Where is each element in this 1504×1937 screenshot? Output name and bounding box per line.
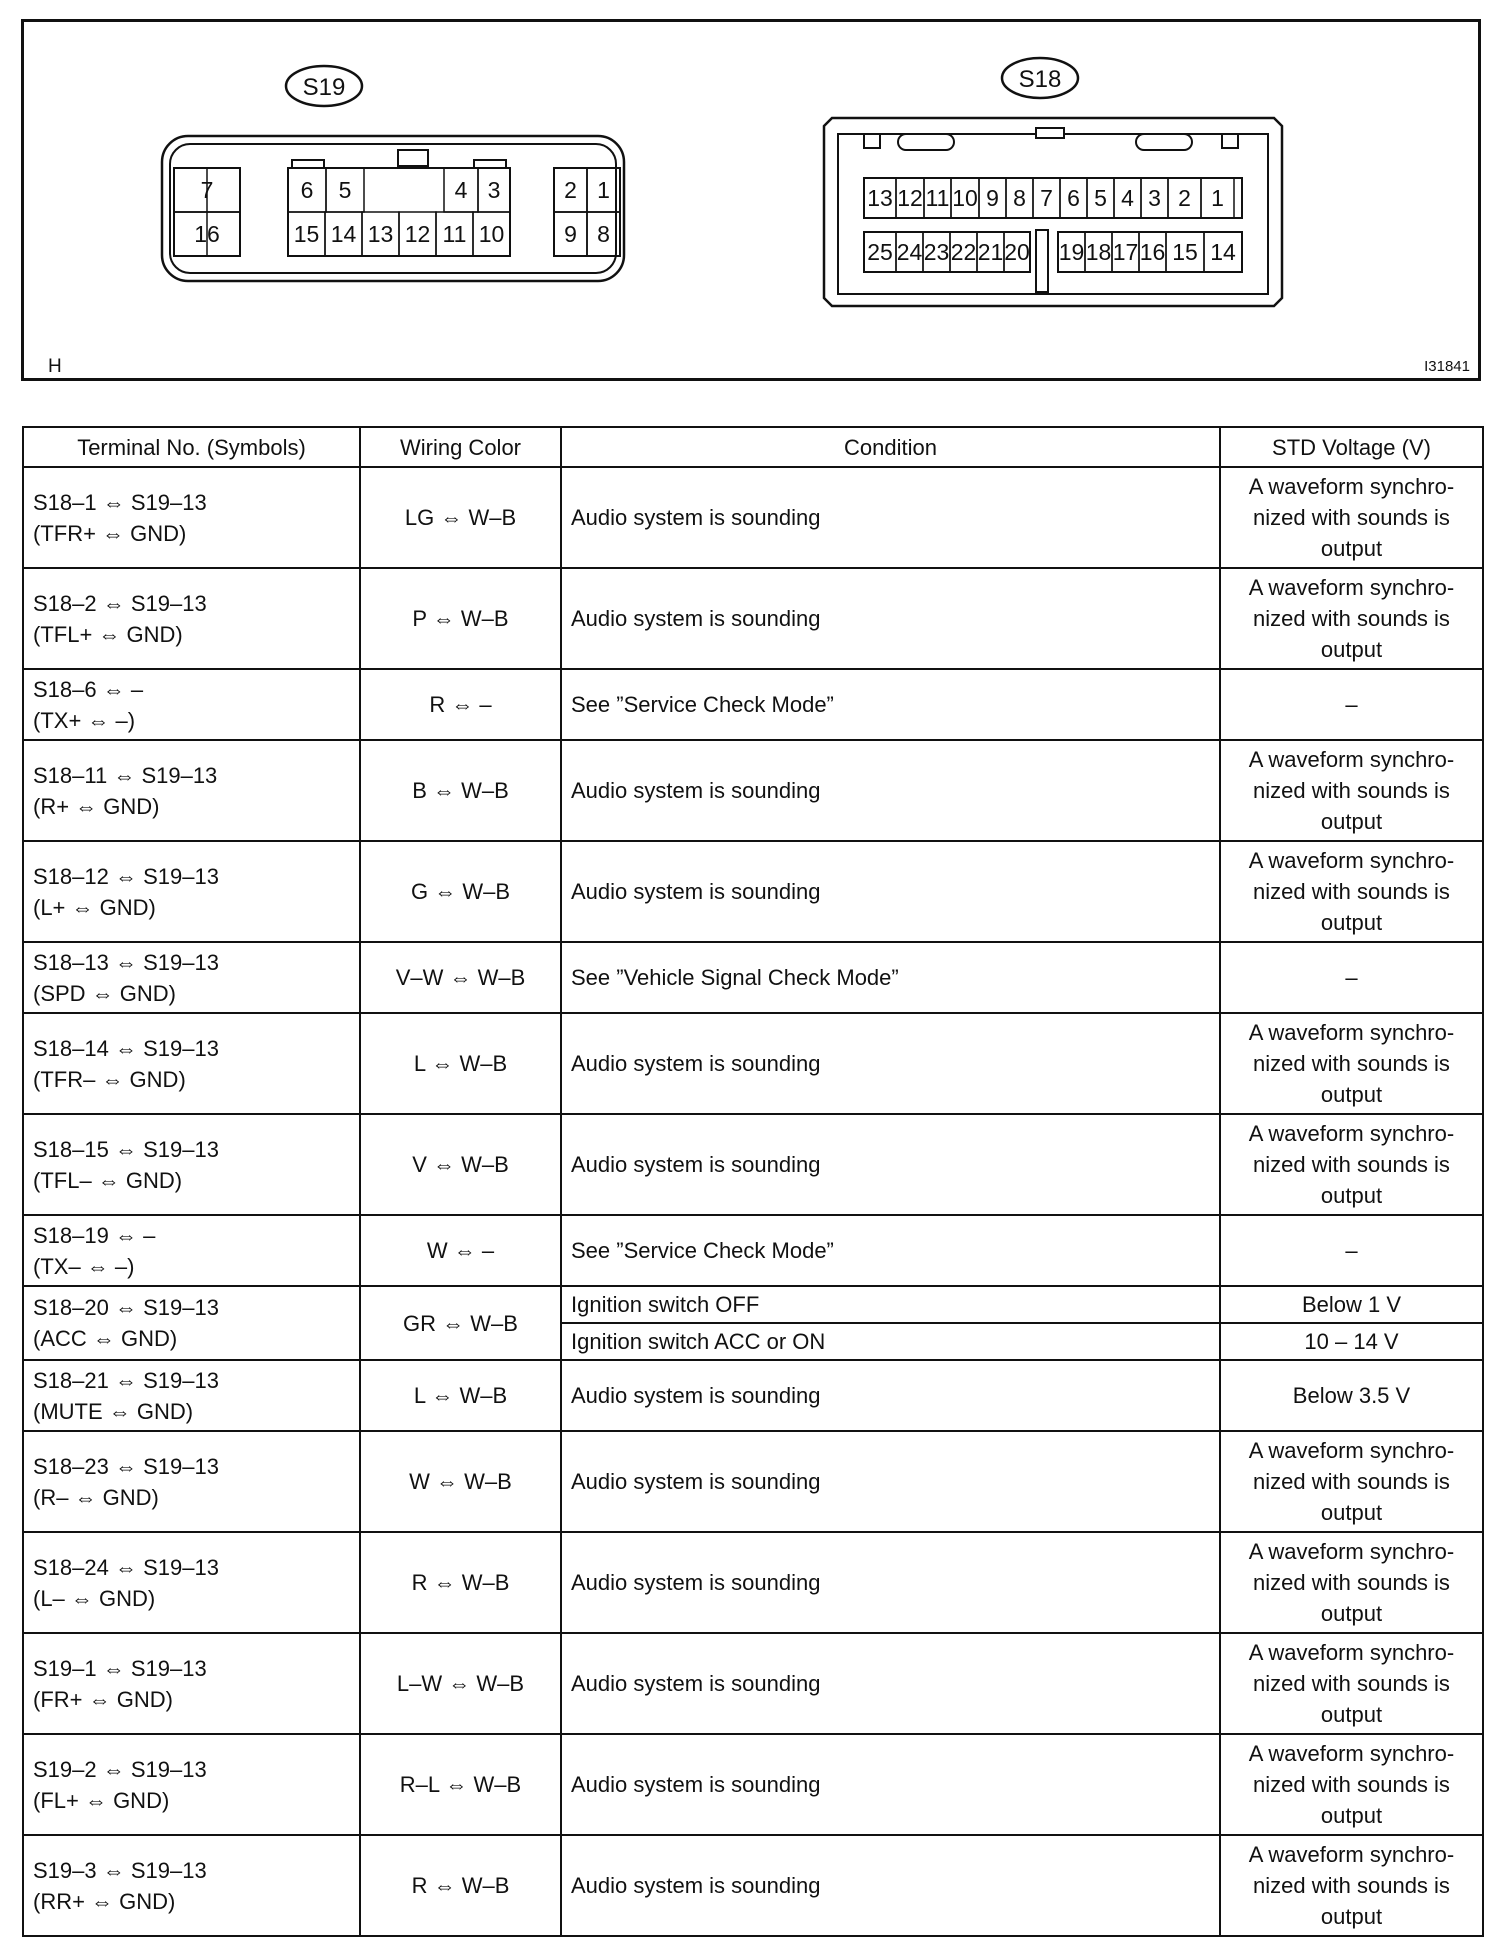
terminal-cell <box>23 467 360 568</box>
std-voltage-cell: A waveform synchro- nized with sounds is output <box>1220 1114 1483 1215</box>
terminal-pair: S18–21 ⇔ S19–13 <box>33 1367 219 1393</box>
terminal-symbols: (TFR+ ⇔ GND) <box>33 520 187 546</box>
table-row <box>23 740 1483 841</box>
std-voltage-cell: Below 1 V <box>1220 1286 1483 1323</box>
s18-pin: 9 <box>986 185 999 211</box>
s18-pin: 10 <box>952 185 978 211</box>
terminal-pair: S18–14 ⇔ S19–13 <box>33 1035 219 1061</box>
s18-pin: 5 <box>1094 185 1107 211</box>
condition-cell: Audio system is sounding <box>561 1114 1220 1215</box>
condition-cell: See ”Vehicle Signal Check Mode” <box>561 942 1220 1013</box>
condition-cell: See ”Service Check Mode” <box>561 1215 1220 1286</box>
s19-pin: 8 <box>597 221 610 247</box>
terminal-pair: S18–6 ⇔ – <box>33 676 144 702</box>
s19-pin: 14 <box>330 221 357 247</box>
table-row <box>23 1835 1483 1936</box>
s19-pin: 2 <box>564 177 577 203</box>
table-header-row <box>23 427 1483 467</box>
terminal-symbols: (TX+ ⇔ –) <box>33 707 136 733</box>
s18-pin: 18 <box>1085 239 1112 265</box>
terminal-cell <box>23 841 360 942</box>
terminal-cell <box>23 568 360 669</box>
std-voltage-cell: A waveform synchro- nized with sounds is output <box>1220 1532 1483 1633</box>
wiring-color-cell: P ⇔ W–B <box>360 568 561 669</box>
terminal-pair: S18–15 ⇔ S19–13 <box>33 1136 219 1162</box>
table-row <box>23 1633 1483 1734</box>
s19-pin: 6 <box>300 177 314 203</box>
terminal-symbols: (ACC ⇔ GND) <box>33 1326 178 1351</box>
terminal-cell <box>23 1835 360 1936</box>
terminal-pair: S18–23 ⇔ S19–13 <box>33 1453 219 1479</box>
s18-pin: 17 <box>1112 239 1139 265</box>
terminal-symbols: (TFL– ⇔ GND) <box>33 1167 183 1193</box>
terminal-cell <box>23 1215 360 1286</box>
std-voltage-cell: A waveform synchro- nized with sounds is output <box>1220 1013 1483 1114</box>
condition-cell: Audio system is sounding <box>561 1431 1220 1532</box>
condition-cell: Audio system is sounding <box>561 1532 1220 1633</box>
table-row <box>23 1431 1483 1532</box>
s18-pin: 12 <box>897 185 923 211</box>
s18-pin: 13 <box>867 185 893 211</box>
s18-pin: 6 <box>1067 185 1080 211</box>
std-voltage-cell: 10 – 14 V <box>1220 1323 1483 1360</box>
connector-figure <box>21 19 1481 381</box>
terminal-pair: S18–1 ⇔ S19–13 <box>33 489 207 515</box>
s19-pin: 1 <box>597 177 610 203</box>
terminal-symbols: (L+ ⇔ GND) <box>33 894 156 920</box>
wiring-color-cell: L–W ⇔ W–B <box>360 1633 561 1734</box>
s18-pin: 21 <box>977 239 1004 265</box>
table-row <box>23 1114 1483 1215</box>
condition-cell: Audio system is sounding <box>561 1360 1220 1431</box>
terminal-symbols: (TFR– ⇔ GND) <box>33 1066 186 1092</box>
s18-pin: 16 <box>1139 239 1166 265</box>
terminal-spec-table <box>22 426 1484 1937</box>
terminal-cell <box>23 669 360 740</box>
wiring-color-cell: V–W ⇔ W–B <box>360 942 561 1013</box>
terminal-pair: S18–12 ⇔ S19–13 <box>33 863 219 889</box>
wiring-color-cell: G ⇔ W–B <box>360 841 561 942</box>
figure-id: I31841 <box>1424 358 1470 375</box>
condition-cell: Audio system is sounding <box>561 467 1220 568</box>
corner-label: H <box>48 356 62 377</box>
condition-cell: Audio system is sounding <box>561 1835 1220 1936</box>
s19-pin: 7 <box>200 177 214 203</box>
wiring-color-cell: W ⇔ W–B <box>360 1431 561 1532</box>
s18-pin: 2 <box>1178 185 1191 211</box>
s18-connector <box>824 118 1282 306</box>
s19-pin: 16 <box>194 221 220 247</box>
condition-cell: Ignition switch OFF <box>561 1286 1220 1323</box>
std-voltage-cell: – <box>1220 1215 1483 1286</box>
terminal-pair: S18–24 ⇔ S19–13 <box>33 1554 219 1580</box>
s18-pin: 14 <box>1210 239 1236 265</box>
table-row <box>23 568 1483 669</box>
terminal-cell <box>23 1431 360 1532</box>
terminal-symbols: (TX– ⇔ –) <box>33 1253 135 1279</box>
terminal-pair: S18–13 ⇔ S19–13 <box>33 949 219 975</box>
terminal-cell <box>23 1532 360 1633</box>
terminal-symbols: (FL+ ⇔ GND) <box>33 1787 170 1813</box>
terminal-symbols: (L– ⇔ GND) <box>33 1585 156 1611</box>
header-wiring-color: Wiring Color <box>360 427 561 467</box>
terminal-cell <box>23 1286 360 1360</box>
terminal-cell <box>23 1633 360 1734</box>
terminal-pair: S19–3 ⇔ S19–13 <box>33 1857 207 1883</box>
table-row <box>23 1286 1483 1323</box>
s18-pin: 11 <box>925 185 950 211</box>
s18-pin: 7 <box>1040 185 1053 211</box>
table-row <box>23 942 1483 1013</box>
terminal-symbols: (R– ⇔ GND) <box>33 1484 159 1510</box>
table-row <box>23 669 1483 740</box>
s19-pin: 3 <box>487 177 501 203</box>
condition-cell: Audio system is sounding <box>561 1734 1220 1835</box>
terminal-cell <box>23 1734 360 1835</box>
wiring-color-cell: GR ⇔ W–B <box>360 1286 561 1360</box>
condition-cell: Audio system is sounding <box>561 1633 1220 1734</box>
s18-label: S18 <box>1018 66 1062 93</box>
terminal-symbols: (SPD ⇔ GND) <box>33 980 176 1006</box>
wiring-color-cell: LG ⇔ W–B <box>360 467 561 568</box>
table-row <box>23 1360 1483 1431</box>
wiring-color-cell: B ⇔ W–B <box>360 740 561 841</box>
s18-pin: 25 <box>867 239 893 265</box>
s19-pin: 15 <box>293 221 320 247</box>
terminal-symbols: (MUTE ⇔ GND) <box>33 1398 194 1424</box>
s18-pin: 20 <box>1004 239 1030 265</box>
table-row <box>23 1734 1483 1835</box>
s18-pin: 3 <box>1148 185 1161 211</box>
std-voltage-cell: A waveform synchro- nized with sounds is output <box>1220 1633 1483 1734</box>
s19-label: S19 <box>302 74 346 101</box>
s19-pin: 12 <box>404 221 431 247</box>
terminal-symbols: (RR+ ⇔ GND) <box>33 1888 176 1914</box>
condition-cell: Audio system is sounding <box>561 841 1220 942</box>
table-row <box>23 841 1483 942</box>
std-voltage-cell: Below 3.5 V <box>1220 1360 1483 1431</box>
wiring-color-cell: R ⇔ – <box>360 669 561 740</box>
std-voltage-cell: – <box>1220 942 1483 1013</box>
wiring-color-cell: R ⇔ W–B <box>360 1835 561 1936</box>
terminal-symbols: (FR+ ⇔ GND) <box>33 1686 173 1712</box>
header-condition: Condition <box>561 427 1220 467</box>
terminal-cell <box>23 1013 360 1114</box>
s18-pin: 24 <box>896 239 923 265</box>
terminal-pair: S19–1 ⇔ S19–13 <box>33 1655 207 1681</box>
s18-pin: 19 <box>1058 239 1085 265</box>
terminal-symbols: (R+ ⇔ GND) <box>33 793 160 819</box>
condition-cell: Ignition switch ACC or ON <box>561 1323 1220 1360</box>
s19-pin: 10 <box>478 221 505 247</box>
std-voltage-cell: A waveform synchro- nized with sounds is output <box>1220 1734 1483 1835</box>
std-voltage-cell: A waveform synchro- nized with sounds is output <box>1220 568 1483 669</box>
terminal-cell <box>23 1360 360 1431</box>
s18-pin: 1 <box>1211 185 1224 211</box>
table-row <box>23 1532 1483 1633</box>
terminal-pair: S18–2 ⇔ S19–13 <box>33 590 207 616</box>
condition-cell: Audio system is sounding <box>561 740 1220 841</box>
terminal-pair: S19–2 ⇔ S19–13 <box>33 1756 207 1782</box>
s18-pin: 4 <box>1121 185 1134 211</box>
terminal-cell <box>23 1114 360 1215</box>
wiring-color-cell: W ⇔ – <box>360 1215 561 1286</box>
s19-pin: 4 <box>454 177 468 203</box>
table-row <box>23 467 1483 568</box>
terminal-pair: S18–20 ⇔ S19–13 <box>33 1295 219 1320</box>
condition-cell: See ”Service Check Mode” <box>561 669 1220 740</box>
std-voltage-cell: A waveform synchro- nized with sounds is output <box>1220 1431 1483 1532</box>
terminal-pair: S18–19 ⇔ – <box>33 1222 156 1248</box>
header-std-voltage: STD Voltage (V) <box>1220 427 1483 467</box>
std-voltage-cell: A waveform synchro- nized with sounds is output <box>1220 1835 1483 1936</box>
std-voltage-cell: A waveform synchro- nized with sounds is output <box>1220 467 1483 568</box>
table-row <box>23 1215 1483 1286</box>
wiring-color-cell: V ⇔ W–B <box>360 1114 561 1215</box>
wiring-color-cell: L ⇔ W–B <box>360 1013 561 1114</box>
std-voltage-cell: – <box>1220 669 1483 740</box>
s18-pin: 22 <box>950 239 977 265</box>
terminal-cell <box>23 942 360 1013</box>
wiring-color-cell: L ⇔ W–B <box>360 1360 561 1431</box>
s18-pin: 15 <box>1172 239 1198 265</box>
s19-pin: 9 <box>564 221 577 247</box>
connector-diagram <box>24 22 1478 378</box>
terminal-cell <box>23 740 360 841</box>
wiring-color-cell: R–L ⇔ W–B <box>360 1734 561 1835</box>
s18-pin: 23 <box>923 239 950 265</box>
header-terminal: Terminal No. (Symbols) <box>23 427 360 467</box>
s19-connector <box>162 136 624 281</box>
s18-pin: 8 <box>1013 185 1026 211</box>
std-voltage-cell: A waveform synchro- nized with sounds is output <box>1220 740 1483 841</box>
std-voltage-cell: A waveform synchro- nized with sounds is output <box>1220 841 1483 942</box>
condition-cell: Audio system is sounding <box>561 568 1220 669</box>
terminal-pair: S18–11 ⇔ S19–13 <box>33 762 218 788</box>
condition-cell: Audio system is sounding <box>561 1013 1220 1114</box>
terminal-symbols: (TFL+ ⇔ GND) <box>33 621 183 647</box>
s19-pin: 13 <box>367 221 394 247</box>
wiring-color-cell: R ⇔ W–B <box>360 1532 561 1633</box>
s19-pin: 5 <box>338 177 352 203</box>
s19-pin: 11 <box>442 221 467 247</box>
table-row <box>23 1013 1483 1114</box>
